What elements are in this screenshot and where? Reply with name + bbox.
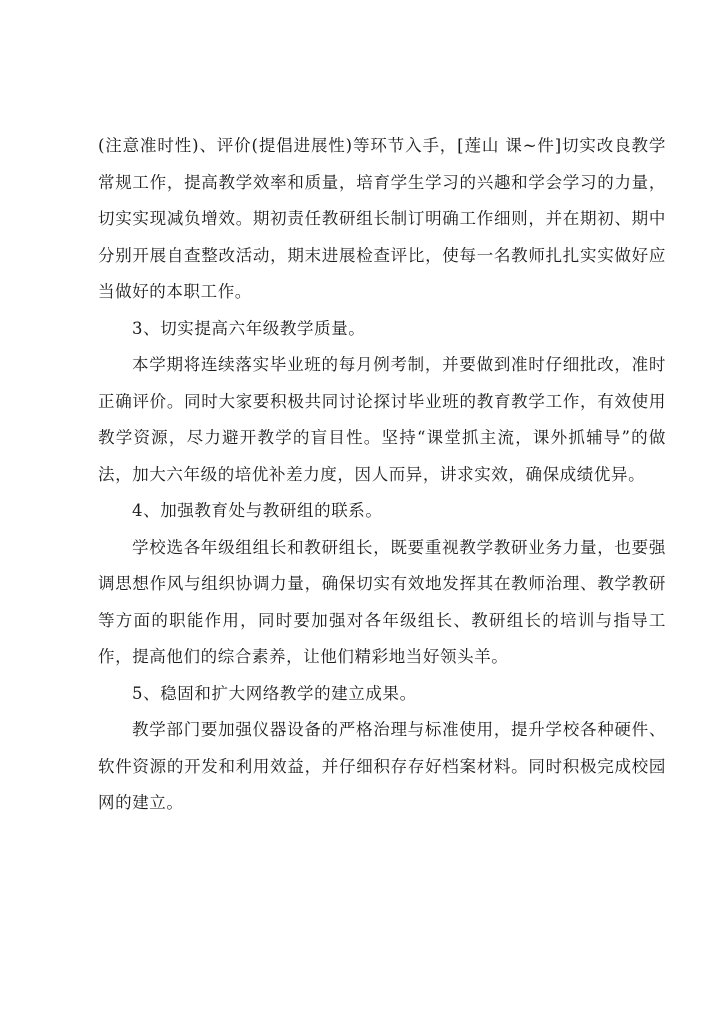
paragraph-grade-six-quality: 本学期将连续落实毕业班的每月例考制，并要做到准时仔细批改，准时正确评价。同时大家要积极共同讨论探讨毕业班的教育教学工作，有效使用教学资源，尽力避开教学的盲目性。坚持“课堂抓主流，课外抓辅导”的做法，加大六年级的培优补差力度，因人而异，讲求实效，确保成绩优异。 [98, 355, 666, 484]
document-body [98, 128, 666, 822]
section-heading-4: 4、加强教育处与教研组的联系。 [132, 501, 383, 520]
section-heading-3: 3、切实提高六年级教学质量。 [132, 318, 366, 338]
paragraph-research-group-link: 学校选各年级组组长和教研组长，既要重视教学教研业务力量，也要强调思想作风与组织协调力量，确保切实有效地发挥其在教师治理、教学教研等方面的职能作用，同时要加强对各年级组长、教研组长的培训与指导工作，提高他们的综合素养，让他们精彩地当好领头羊。 [98, 537, 666, 666]
section-heading-5: 5、稳固和扩大网络教学的建立成果。 [132, 683, 417, 703]
paragraph-network-teaching: 教学部门要加强仪器设备的严格治理与标准使用，提升学校各种硬件、软件资源的开发和利用效益，并仔细积存存好档案材料。同时积极完成校园网的建立。 [98, 720, 666, 812]
paragraph-continuation: (注意准时性)、评价(提倡进展性)等环节入手，[莲山 课~件]切实改良教学常规工作，提高教学效率和质量，培育学生学习的兴趣和学会学习的力量，切实实现减负增效。期初责任教研组长制订明确工作细则，并在期初、期中分别开展自查整改活动，期末进展检查评比，使每一名教师扎扎实实做好应当做好的本职工作。 [98, 136, 666, 301]
